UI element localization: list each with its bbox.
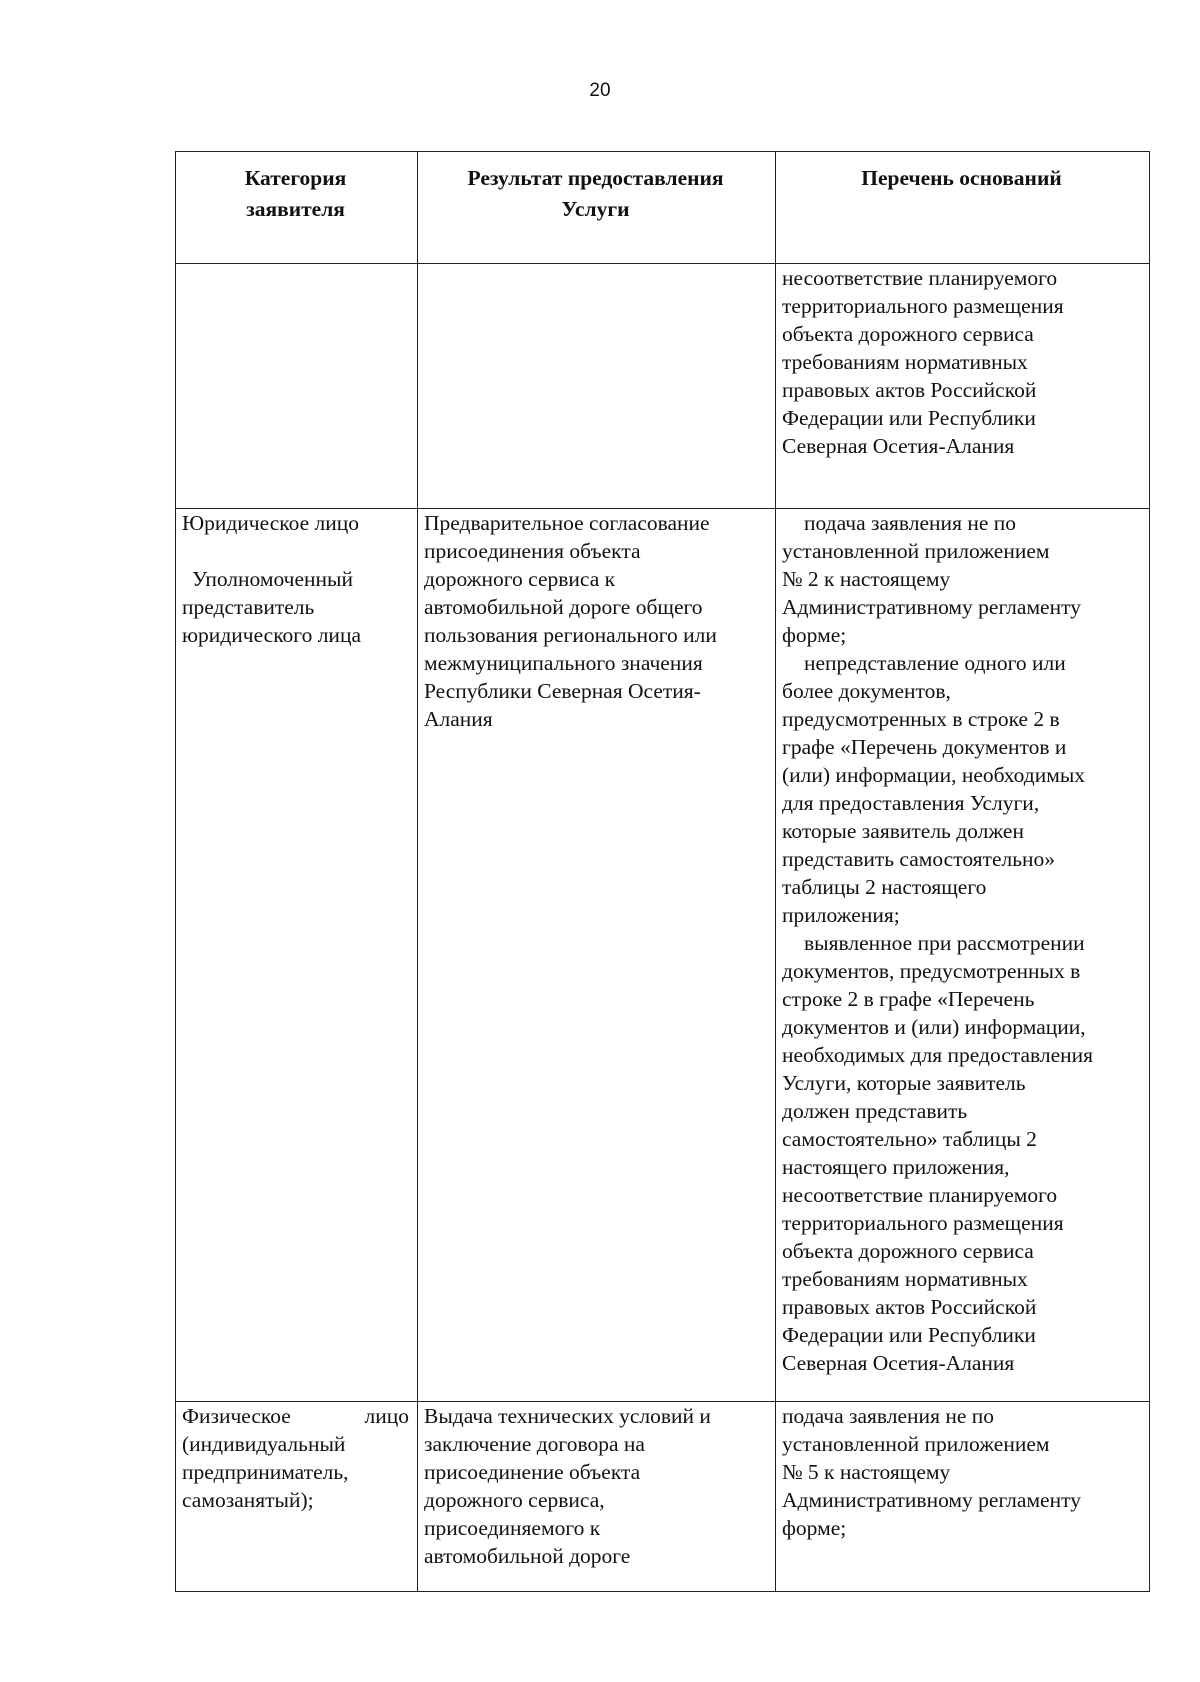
category-word: Физическое: [182, 1404, 291, 1428]
category-line: юридического лица: [182, 623, 361, 647]
grounds-line: установленной приложением: [782, 1432, 1050, 1456]
grounds-line: требованиям нормативных: [782, 1267, 1028, 1291]
row3-result-cell: [418, 1402, 776, 1592]
row1-grounds-cell: [776, 264, 1150, 509]
grounds-line: объекта дорожного сервиса: [782, 322, 1034, 346]
grounds-line: графе «Перечень документов и: [782, 735, 1067, 759]
grounds-line: правовых актов Российской: [782, 378, 1037, 402]
grounds-line: документов и (или) информации,: [782, 1015, 1086, 1039]
result-line: дорожного сервиса,: [424, 1488, 605, 1512]
grounds-line: форме;: [782, 1516, 847, 1540]
grounds-line: несоответствие планируемого: [782, 266, 1058, 290]
result-line: Алания: [424, 707, 493, 731]
category-line: самозанятый);: [182, 1488, 314, 1512]
result-line: Выдача технических условий и: [424, 1404, 711, 1428]
grounds-line: настоящего приложения,: [782, 1155, 1010, 1179]
grounds-line: несоответствие планируемого: [782, 1183, 1058, 1207]
category-line: Юридическое лицо: [182, 511, 360, 535]
header-result: [418, 152, 776, 264]
grounds-line: более документов,: [782, 679, 951, 703]
grounds-line: Федерации или Республики: [782, 1323, 1036, 1347]
grounds-line: Административному регламенту: [782, 595, 1081, 619]
blank-line: [182, 537, 409, 565]
grounds-line: таблицы 2 настоящего: [782, 875, 987, 899]
grounds-line: форме;: [782, 623, 847, 647]
header-grounds: [776, 152, 1150, 264]
grounds-line: непредставление одного или: [804, 651, 1066, 675]
table-header-row: [176, 152, 1150, 264]
grounds-line: территориального размещения: [782, 1211, 1064, 1235]
result-line: пользования регионального или: [424, 623, 717, 647]
grounds-line: № 5 к настоящему: [782, 1460, 951, 1484]
header-grounds-line: Перечень оснований: [861, 166, 1062, 190]
grounds-line: представить самостоятельно»: [782, 847, 1056, 871]
grounds-line: Северная Осетия-Алания: [782, 434, 1015, 458]
row2-result-cell: [418, 509, 776, 1402]
grounds-line: требованиям нормативных: [782, 350, 1028, 374]
grounds-line: Административному регламенту: [782, 1488, 1081, 1512]
result-line: Республики Северная Осетия-: [424, 679, 701, 703]
grounds-line: (или) информации, необходимых: [782, 763, 1086, 787]
header-category-line: Категория: [244, 166, 347, 190]
category-line: Уполномоченный: [192, 567, 353, 591]
header-category: [176, 152, 418, 264]
category-line: (индивидуальный: [182, 1432, 346, 1456]
grounds-line: Услуги, которые заявитель: [782, 1071, 1026, 1095]
result-line: дорожного сервиса к: [424, 567, 616, 591]
grounds-line: которые заявитель должен: [782, 819, 1024, 843]
grounds-line: Федерации или Республики: [782, 406, 1036, 430]
row1-result-cell: [418, 264, 776, 509]
grounds-line: установленной приложением: [782, 539, 1050, 563]
category-line: предприниматель,: [182, 1460, 349, 1484]
grounds-line: приложения;: [782, 903, 900, 927]
table-row: [176, 264, 1150, 509]
grounds-line: строке 2 в графе «Перечень: [782, 987, 1035, 1011]
result-line: присоединения объекта: [424, 539, 641, 563]
row2-grounds-cell: [776, 509, 1150, 1402]
row3-grounds-cell: [776, 1402, 1150, 1592]
result-line: присоединяемого к: [424, 1516, 601, 1540]
result-line: Предварительное согласование: [424, 511, 710, 535]
table-row: [176, 1402, 1150, 1592]
row2-category-cell: [176, 509, 418, 1402]
grounds-line: территориального размещения: [782, 294, 1064, 318]
category-line: [182, 1402, 409, 1430]
result-line: заключение договора на: [424, 1432, 645, 1456]
result-line: автомобильной дороге общего: [424, 595, 703, 619]
grounds-line: подача заявления не по: [804, 511, 1017, 535]
grounds-line: № 2 к настоящему: [782, 567, 951, 591]
header-category-line: заявителя: [246, 197, 345, 221]
result-line: межмуниципального значения: [424, 651, 703, 675]
grounds-line: выявленное при рассмотрении: [804, 931, 1085, 955]
grounds-line: для предоставления Услуги,: [782, 791, 1040, 815]
result-line: автомобильной дороге: [424, 1544, 631, 1568]
document-table: [175, 151, 1150, 1592]
result-line: присоединение объекта: [424, 1460, 641, 1484]
grounds-line: подача заявления не по: [782, 1404, 995, 1428]
grounds-line: должен представить: [782, 1099, 968, 1123]
grounds-line: самостоятельно» таблицы 2: [782, 1127, 1037, 1151]
grounds-line: Северная Осетия-Алания: [782, 1351, 1015, 1375]
header-result-line: Услуги: [561, 197, 630, 221]
grounds-line: объекта дорожного сервиса: [782, 1239, 1034, 1263]
category-word: лицо: [364, 1404, 409, 1428]
grounds-line: правовых актов Российской: [782, 1295, 1037, 1319]
grounds-line: предусмотренных в строке 2 в: [782, 707, 1060, 731]
grounds-line: необходимых для предоставления: [782, 1043, 1094, 1067]
category-line: представитель: [182, 595, 315, 619]
page-number: 20: [589, 80, 611, 101]
table-row: [176, 509, 1150, 1402]
header-result-line: Результат предоставления: [467, 166, 724, 190]
grounds-line: документов, предусмотренных в: [782, 959, 1081, 983]
row3-category-cell: [176, 1402, 418, 1592]
row1-category-cell: [176, 264, 418, 509]
